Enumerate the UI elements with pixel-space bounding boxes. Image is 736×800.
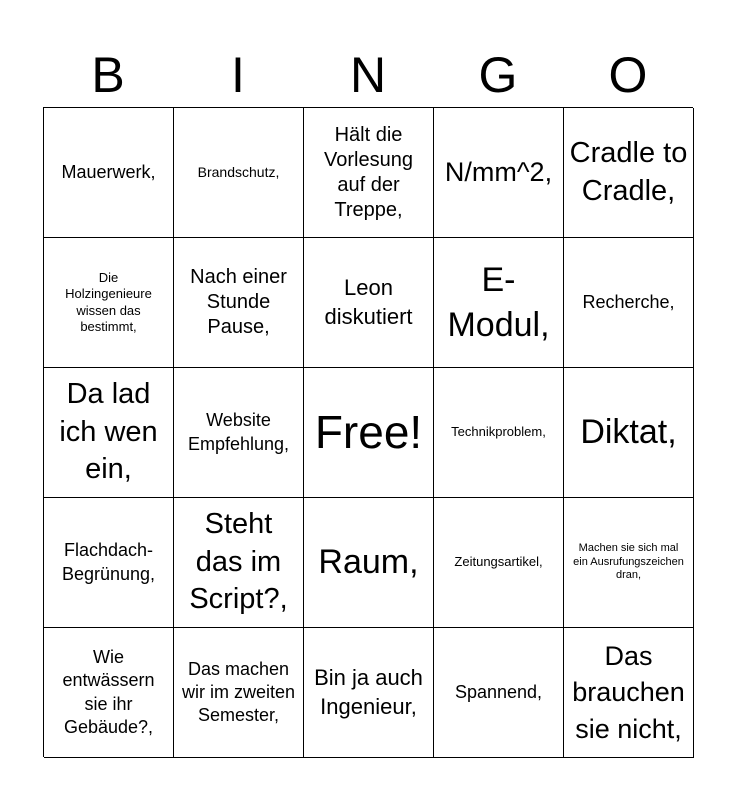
cell-text: Steht das im Script?, xyxy=(189,507,288,616)
cell-text: N/mm^2, xyxy=(444,157,553,188)
bingo-cell-r2-c4[interactable] xyxy=(434,238,564,368)
bingo-cell-r2-c2[interactable] xyxy=(174,238,304,368)
cell-text: Cradle to Cradle, xyxy=(569,136,688,207)
bingo-cell-r4-c1[interactable] xyxy=(44,498,174,628)
bingo-cell-r1-c2[interactable] xyxy=(174,108,304,238)
header-letter-b: B xyxy=(91,47,125,103)
cell-text: Website Empfehlung, xyxy=(187,410,290,454)
header-letter-o: O xyxy=(608,47,648,103)
header-letter-n: N xyxy=(349,47,387,103)
bingo-cell-r3-c1[interactable] xyxy=(44,368,174,498)
bingo-cell-r1-c1[interactable] xyxy=(44,108,174,238)
bingo-cell-r4-c4[interactable] xyxy=(434,498,564,628)
cell-text: Raum, xyxy=(318,543,419,582)
cell-text: Zeitungsartikel, xyxy=(454,554,543,570)
bingo-cell-r3-c4[interactable] xyxy=(434,368,564,498)
bingo-cell-r5-c4[interactable] xyxy=(434,628,564,758)
cell-text: Das machen wir im zweiten Semester, xyxy=(181,658,296,726)
cell-text: Machen sie sich mal ein Ausrufungszeichen dran, xyxy=(573,541,684,582)
cell-text: Flachdach-Begrünung, xyxy=(61,540,156,584)
bingo-cell-r5-c5[interactable] xyxy=(564,628,694,758)
bingo-cell-r1-c4[interactable] xyxy=(434,108,564,238)
cell-text: Hält die Vorlesung auf der Treppe, xyxy=(324,123,413,221)
cell-text: Mauerwerk, xyxy=(61,161,156,182)
bingo-header xyxy=(43,42,693,108)
cell-text: Technikproblem, xyxy=(451,424,546,440)
bingo-cell-r2-c1[interactable] xyxy=(44,238,174,368)
cell-text: Da lad ich wen ein, xyxy=(59,377,158,486)
cell-text: Die Holzingenieure wissen das bestimmt, xyxy=(65,270,152,334)
cell-text: Brandschutz, xyxy=(197,163,280,180)
cell-text: E-Modul, xyxy=(447,261,550,344)
header-letter-i: I xyxy=(231,47,245,103)
cell-text: Bin ja auch Ingenieur, xyxy=(314,665,423,719)
bingo-cell-r3-c2[interactable] xyxy=(174,368,304,498)
bingo-cell-r3-c5[interactable] xyxy=(564,368,694,498)
bingo-cell-r2-c5[interactable] xyxy=(564,238,694,368)
bingo-cell-r1-c5[interactable] xyxy=(564,108,694,238)
cell-text: Nach einer Stunde Pause, xyxy=(190,266,287,338)
bingo-cell-r4-c2[interactable] xyxy=(174,498,304,628)
cell-text: Free! xyxy=(314,405,423,458)
cell-text: Spannend, xyxy=(454,681,543,702)
cell-text: Das brauchen sie nicht, xyxy=(572,640,685,744)
cell-text: Wie entwässern sie ihr Gebäude?, xyxy=(62,647,155,737)
cell-text: Diktat, xyxy=(580,413,677,452)
bingo-cell-r4-c3[interactable] xyxy=(304,498,434,628)
cell-text: Leon diskutiert xyxy=(324,275,413,329)
bingo-cell-r4-c5[interactable] xyxy=(564,498,694,628)
bingo-cell-r5-c1[interactable] xyxy=(44,628,174,758)
cell-text: Recherche, xyxy=(582,291,675,312)
header-letter-g: G xyxy=(478,47,518,103)
bingo-cell-r1-c3[interactable] xyxy=(304,108,434,238)
bingo-cell-r5-c2[interactable] xyxy=(174,628,304,758)
bingo-board xyxy=(43,107,693,757)
bingo-cell-r2-c3[interactable] xyxy=(304,238,434,368)
bingo-cell-r5-c3[interactable] xyxy=(304,628,434,758)
bingo-cell-r3-c3[interactable] xyxy=(304,368,434,498)
